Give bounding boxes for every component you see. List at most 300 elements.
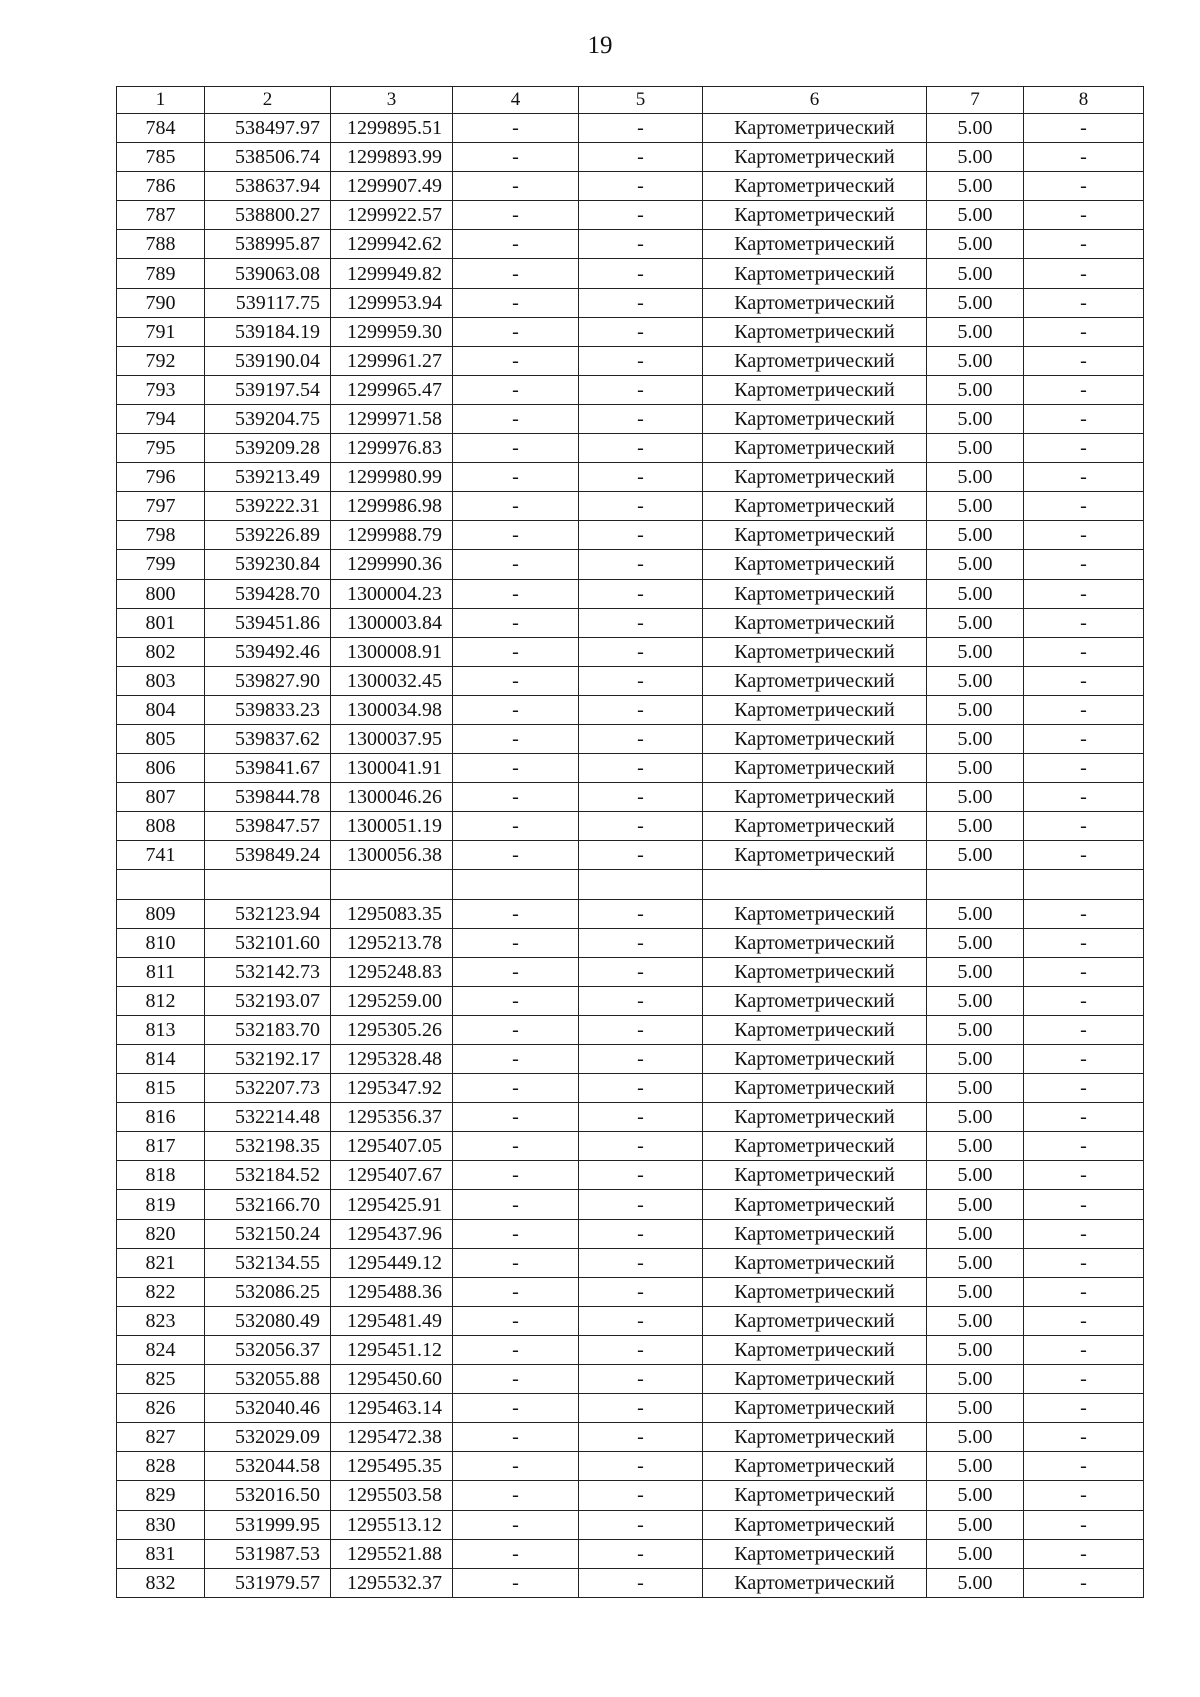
col4-cell: - [453,1277,579,1306]
method-cell: Картометрический [703,724,927,753]
col4-cell: - [453,550,579,579]
point-number-cell: 799 [117,550,205,579]
accuracy-cell: 5.00 [927,637,1024,666]
point-number-cell: 803 [117,666,205,695]
accuracy-cell: 5.00 [927,1539,1024,1568]
method-cell: Картометрический [703,346,927,375]
x-coordinate-cell: 532166.70 [205,1190,331,1219]
col8-cell: - [1024,1539,1144,1568]
point-number-cell: 786 [117,172,205,201]
col4-cell: - [453,259,579,288]
table-row [117,812,1144,841]
method-cell: Картометрический [703,143,927,172]
col8-cell: - [1024,812,1144,841]
column-header: 8 [1024,87,1144,114]
col8-cell: - [1024,463,1144,492]
x-coordinate-cell: 538497.97 [205,114,331,143]
col4-cell: - [453,695,579,724]
point-number-cell: 804 [117,695,205,724]
col8-cell: - [1024,1452,1144,1481]
x-coordinate-cell: 538995.87 [205,230,331,259]
point-number-cell: 815 [117,1074,205,1103]
accuracy-cell: 5.00 [927,1190,1024,1219]
table-row [117,492,1144,521]
x-coordinate-cell: 532214.48 [205,1103,331,1132]
table-row [117,201,1144,230]
x-coordinate-cell: 539492.46 [205,637,331,666]
point-number-cell: 822 [117,1277,205,1306]
col4-cell: - [453,1423,579,1452]
y-coordinate-cell: 1295425.91 [331,1190,453,1219]
col5-cell: - [579,579,703,608]
col5-cell: - [579,1510,703,1539]
method-cell [703,870,927,899]
accuracy-cell: 5.00 [927,754,1024,783]
col5-cell: - [579,230,703,259]
method-cell: Картометрический [703,783,927,812]
col4-cell: - [453,1365,579,1394]
accuracy-cell: 5.00 [927,1306,1024,1335]
col4-cell: - [453,463,579,492]
accuracy-cell: 5.00 [927,1510,1024,1539]
y-coordinate-cell: 1295532.37 [331,1568,453,1597]
table-row [117,1510,1144,1539]
col4-cell: - [453,1045,579,1074]
y-coordinate-cell: 1295407.67 [331,1161,453,1190]
col5-cell: - [579,346,703,375]
accuracy-cell: 5.00 [927,143,1024,172]
x-coordinate-cell: 538506.74 [205,143,331,172]
column-header: 6 [703,87,927,114]
col5-cell: - [579,1306,703,1335]
col5-cell: - [579,434,703,463]
col5-cell: - [579,288,703,317]
col5-cell: - [579,143,703,172]
point-number-cell: 788 [117,230,205,259]
point-number-cell: 741 [117,841,205,870]
method-cell: Картометрический [703,1539,927,1568]
accuracy-cell: 5.00 [927,986,1024,1015]
x-coordinate-cell: 532044.58 [205,1452,331,1481]
method-cell: Картометрический [703,841,927,870]
table-row [117,114,1144,143]
col4-cell: - [453,1015,579,1044]
col4-cell: - [453,434,579,463]
accuracy-cell: 5.00 [927,957,1024,986]
y-coordinate-cell: 1295449.12 [331,1248,453,1277]
col5-cell: - [579,1219,703,1248]
col5-cell: - [579,1539,703,1568]
col8-cell: - [1024,841,1144,870]
point-number-cell: 805 [117,724,205,753]
y-coordinate-cell: 1300056.38 [331,841,453,870]
col5-cell: - [579,928,703,957]
col4-cell: - [453,1248,579,1277]
accuracy-cell: 5.00 [927,1132,1024,1161]
point-number-cell: 814 [117,1045,205,1074]
col8-cell: - [1024,521,1144,550]
x-coordinate-cell: 532056.37 [205,1335,331,1364]
col5-cell: - [579,783,703,812]
y-coordinate-cell: 1295503.58 [331,1481,453,1510]
accuracy-cell: 5.00 [927,463,1024,492]
point-number-cell [117,870,205,899]
x-coordinate-cell: 539184.19 [205,317,331,346]
col5-cell: - [579,1277,703,1306]
table-row [117,434,1144,463]
x-coordinate-cell: 532016.50 [205,1481,331,1510]
col4-cell: - [453,986,579,1015]
y-coordinate-cell: 1295472.38 [331,1423,453,1452]
x-coordinate-cell: 532207.73 [205,1074,331,1103]
col4-cell: - [453,1219,579,1248]
method-cell: Картометрический [703,1248,927,1277]
x-coordinate-cell: 531979.57 [205,1568,331,1597]
point-number-cell: 791 [117,317,205,346]
x-coordinate-cell: 532184.52 [205,1161,331,1190]
accuracy-cell: 5.00 [927,783,1024,812]
method-cell: Картометрический [703,1568,927,1597]
y-coordinate-cell: 1300003.84 [331,608,453,637]
table-row [117,317,1144,346]
col4-cell: - [453,1481,579,1510]
table-row [117,957,1144,986]
col8-cell: - [1024,1306,1144,1335]
col4-cell: - [453,841,579,870]
method-cell: Картометрический [703,492,927,521]
col8-cell: - [1024,899,1144,928]
method-cell: Картометрический [703,754,927,783]
x-coordinate-cell: 532123.94 [205,899,331,928]
col8-cell: - [1024,579,1144,608]
col5-cell: - [579,114,703,143]
col4-cell: - [453,346,579,375]
point-number-cell: 821 [117,1248,205,1277]
method-cell: Картометрический [703,1365,927,1394]
col5-cell: - [579,754,703,783]
col8-cell: - [1024,346,1144,375]
y-coordinate-cell: 1295328.48 [331,1045,453,1074]
x-coordinate-cell: 539837.62 [205,724,331,753]
x-coordinate-cell: 532192.17 [205,1045,331,1074]
col5-cell: - [579,404,703,433]
method-cell: Картометрический [703,288,927,317]
x-coordinate-cell: 539209.28 [205,434,331,463]
method-cell: Картометрический [703,812,927,841]
y-coordinate-cell: 1299942.62 [331,230,453,259]
y-coordinate-cell [331,870,453,899]
col8-cell: - [1024,1394,1144,1423]
table-row [117,870,1144,899]
x-coordinate-cell: 531987.53 [205,1539,331,1568]
y-coordinate-cell: 1299965.47 [331,375,453,404]
point-number-cell: 787 [117,201,205,230]
col8-cell: - [1024,375,1144,404]
method-cell: Картометрический [703,1481,927,1510]
point-number-cell: 811 [117,957,205,986]
accuracy-cell: 5.00 [927,172,1024,201]
col8-cell: - [1024,1103,1144,1132]
col5-cell: - [579,899,703,928]
accuracy-cell: 5.00 [927,375,1024,404]
x-coordinate-cell: 539841.67 [205,754,331,783]
table-row [117,463,1144,492]
method-cell: Картометрический [703,434,927,463]
table-row [117,1161,1144,1190]
col4-cell: - [453,666,579,695]
table-row [117,899,1144,928]
point-number-cell: 790 [117,288,205,317]
accuracy-cell: 5.00 [927,1423,1024,1452]
col8-cell: - [1024,434,1144,463]
table-row [117,1277,1144,1306]
column-header: 5 [579,87,703,114]
x-coordinate-cell: 539204.75 [205,404,331,433]
accuracy-cell: 5.00 [927,1452,1024,1481]
method-cell: Картометрический [703,463,927,492]
col8-cell: - [1024,404,1144,433]
col5-cell: - [579,1568,703,1597]
x-coordinate-cell: 539844.78 [205,783,331,812]
table-row [117,1103,1144,1132]
point-number-cell: 793 [117,375,205,404]
col5-cell: - [579,1481,703,1510]
point-number-cell: 812 [117,986,205,1015]
y-coordinate-cell: 1295481.49 [331,1306,453,1335]
accuracy-cell: 5.00 [927,841,1024,870]
y-coordinate-cell: 1295513.12 [331,1510,453,1539]
x-coordinate-cell: 532029.09 [205,1423,331,1452]
accuracy-cell: 5.00 [927,1015,1024,1044]
col4-cell: - [453,783,579,812]
accuracy-cell: 5.00 [927,434,1024,463]
y-coordinate-cell: 1295248.83 [331,957,453,986]
col8-cell: - [1024,1568,1144,1597]
col5-cell: - [579,812,703,841]
x-coordinate-cell: 532142.73 [205,957,331,986]
col5-cell: - [579,986,703,1015]
point-number-cell: 813 [117,1015,205,1044]
method-cell: Картометрический [703,637,927,666]
col4-cell: - [453,724,579,753]
col8-cell: - [1024,1365,1144,1394]
accuracy-cell: 5.00 [927,521,1024,550]
method-cell: Картометрический [703,1103,927,1132]
col4-cell: - [453,899,579,928]
col8-cell: - [1024,172,1144,201]
accuracy-cell: 5.00 [927,201,1024,230]
col5-cell: - [579,1335,703,1364]
y-coordinate-cell: 1299971.58 [331,404,453,433]
accuracy-cell: 5.00 [927,1248,1024,1277]
point-number-cell: 808 [117,812,205,841]
table-row [117,724,1144,753]
method-cell: Картометрический [703,375,927,404]
x-coordinate-cell: 539063.08 [205,259,331,288]
method-cell: Картометрический [703,1277,927,1306]
col5-cell: - [579,172,703,201]
point-number-cell: 823 [117,1306,205,1335]
col5-cell: - [579,1365,703,1394]
col8-cell: - [1024,1219,1144,1248]
y-coordinate-cell: 1300034.98 [331,695,453,724]
coordinates-table [116,86,1144,1598]
method-cell: Картометрический [703,1394,927,1423]
col4-cell: - [453,201,579,230]
col8-cell: - [1024,783,1144,812]
col8-cell: - [1024,754,1144,783]
accuracy-cell: 5.00 [927,928,1024,957]
x-coordinate-cell: 531999.95 [205,1510,331,1539]
point-number-cell: 795 [117,434,205,463]
y-coordinate-cell: 1295437.96 [331,1219,453,1248]
x-coordinate-cell: 539190.04 [205,346,331,375]
table-row [117,1248,1144,1277]
table-row [117,230,1144,259]
x-coordinate-cell: 538800.27 [205,201,331,230]
y-coordinate-cell: 1295407.05 [331,1132,453,1161]
method-cell: Картометрический [703,1074,927,1103]
col4-cell: - [453,375,579,404]
accuracy-cell: 5.00 [927,1394,1024,1423]
y-coordinate-cell: 1299961.27 [331,346,453,375]
col4-cell: - [453,521,579,550]
table-row [117,1452,1144,1481]
accuracy-cell: 5.00 [927,1219,1024,1248]
method-cell: Картометрический [703,1423,927,1452]
table-row [117,346,1144,375]
y-coordinate-cell: 1295463.14 [331,1394,453,1423]
col5-cell: - [579,375,703,404]
col4-cell [453,870,579,899]
col4-cell: - [453,1103,579,1132]
col4-cell: - [453,114,579,143]
col8-cell: - [1024,1161,1144,1190]
y-coordinate-cell: 1295213.78 [331,928,453,957]
table-row [117,928,1144,957]
accuracy-cell: 5.00 [927,1161,1024,1190]
col8-cell: - [1024,492,1144,521]
col8-cell: - [1024,1510,1144,1539]
col4-cell: - [453,812,579,841]
col4-cell: - [453,492,579,521]
method-cell: Картометрический [703,899,927,928]
y-coordinate-cell: 1299907.49 [331,172,453,201]
col4-cell: - [453,1161,579,1190]
col5-cell: - [579,1248,703,1277]
col8-cell: - [1024,1015,1144,1044]
y-coordinate-cell: 1295259.00 [331,986,453,1015]
method-cell: Картометрический [703,1161,927,1190]
accuracy-cell: 5.00 [927,1481,1024,1510]
point-number-cell: 806 [117,754,205,783]
col5-cell: - [579,1423,703,1452]
x-coordinate-cell: 539847.57 [205,812,331,841]
accuracy-cell: 5.00 [927,259,1024,288]
x-coordinate-cell: 532193.07 [205,986,331,1015]
col5-cell: - [579,637,703,666]
point-number-cell: 792 [117,346,205,375]
point-number-cell: 797 [117,492,205,521]
y-coordinate-cell: 1299976.83 [331,434,453,463]
point-number-cell: 830 [117,1510,205,1539]
method-cell: Картометрический [703,1510,927,1539]
x-coordinate-cell: 532183.70 [205,1015,331,1044]
col8-cell: - [1024,259,1144,288]
col8-cell: - [1024,957,1144,986]
point-number-cell: 818 [117,1161,205,1190]
table-row [117,1132,1144,1161]
y-coordinate-cell: 1295495.35 [331,1452,453,1481]
col4-cell: - [453,288,579,317]
point-number-cell: 825 [117,1365,205,1394]
col4-cell: - [453,1452,579,1481]
table-row [117,841,1144,870]
y-coordinate-cell: 1300051.19 [331,812,453,841]
col4-cell: - [453,1190,579,1219]
col5-cell: - [579,724,703,753]
col5-cell: - [579,492,703,521]
x-coordinate-cell: 532134.55 [205,1248,331,1277]
col5-cell: - [579,317,703,346]
col8-cell: - [1024,114,1144,143]
method-cell: Картометрический [703,666,927,695]
x-coordinate-cell: 539451.86 [205,608,331,637]
col5-cell: - [579,521,703,550]
table-row [117,550,1144,579]
accuracy-cell: 5.00 [927,724,1024,753]
col8-cell: - [1024,1277,1144,1306]
col5-cell: - [579,1015,703,1044]
table-row [117,1365,1144,1394]
y-coordinate-cell: 1299895.51 [331,114,453,143]
y-coordinate-cell: 1295521.88 [331,1539,453,1568]
y-coordinate-cell: 1299988.79 [331,521,453,550]
accuracy-cell: 5.00 [927,1045,1024,1074]
col4-cell: - [453,1132,579,1161]
y-coordinate-cell: 1299986.98 [331,492,453,521]
method-cell: Картометрический [703,230,927,259]
col4-cell: - [453,172,579,201]
col5-cell: - [579,1045,703,1074]
x-coordinate-cell: 539230.84 [205,550,331,579]
accuracy-cell: 5.00 [927,230,1024,259]
y-coordinate-cell: 1299990.36 [331,550,453,579]
table-row [117,404,1144,433]
col4-cell: - [453,1539,579,1568]
y-coordinate-cell: 1295451.12 [331,1335,453,1364]
y-coordinate-cell: 1300037.95 [331,724,453,753]
col8-cell: - [1024,928,1144,957]
column-header: 2 [205,87,331,114]
y-coordinate-cell: 1295347.92 [331,1074,453,1103]
y-coordinate-cell: 1300041.91 [331,754,453,783]
accuracy-cell: 5.00 [927,1335,1024,1364]
col5-cell: - [579,1452,703,1481]
col8-cell: - [1024,1132,1144,1161]
accuracy-cell: 5.00 [927,899,1024,928]
x-coordinate-cell: 539117.75 [205,288,331,317]
method-cell: Картометрический [703,986,927,1015]
y-coordinate-cell: 1295356.37 [331,1103,453,1132]
col8-cell: - [1024,695,1144,724]
table-row [117,666,1144,695]
col8-cell: - [1024,317,1144,346]
col5-cell: - [579,201,703,230]
col4-cell: - [453,1568,579,1597]
y-coordinate-cell: 1300032.45 [331,666,453,695]
col8-cell: - [1024,666,1144,695]
